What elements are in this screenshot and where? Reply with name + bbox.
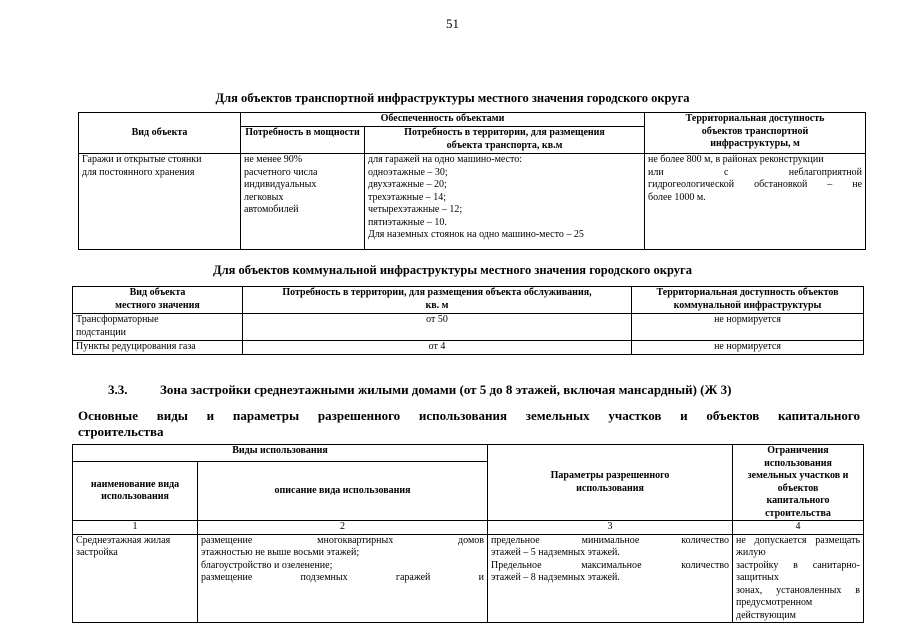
col-number: 2 bbox=[198, 521, 488, 535]
transport-table bbox=[78, 112, 866, 250]
cell-opis: размещение многоквартирных домов этажностью не выше восьми этажей; благоустройство и озеленение; размещение подземных гаражей и bbox=[198, 534, 488, 623]
cell-vid: Трансформаторные подстанции bbox=[73, 314, 243, 341]
cell-naim: Среднеэтажная жилая застройка bbox=[73, 534, 198, 623]
header-dost: Территориальная доступность объектов транспортной инфраструктуры, м bbox=[645, 113, 866, 154]
header-opis: описание вида использования bbox=[198, 462, 488, 521]
header-terr: Потребность в территории, для размещения объекта обслуживания, кв. м bbox=[243, 287, 632, 314]
table-row bbox=[79, 154, 866, 250]
communal-table bbox=[72, 286, 864, 355]
header-vid: Вид объекта местного значения bbox=[73, 287, 243, 314]
cell-ogr: не допускается размещать жилую застройку в санитарно-защитных зонах, установленных в предусмотренном действующим bbox=[733, 534, 864, 623]
header-vidy: Виды использования bbox=[73, 445, 488, 462]
column-numbers-row bbox=[73, 521, 864, 535]
section-title-text: Зона застройки среднеэтажными жилыми домами (от 5 до 8 этажей, включая мансардный) (Ж 3) bbox=[160, 382, 732, 397]
cell-dost: не более 800 м, в районах реконструкции или с неблагоприятной гидрогеологической обстановкой – не более 1000 м. bbox=[645, 154, 866, 250]
cell-dost: не нормируется bbox=[632, 341, 864, 355]
transport-heading: Для объектов транспортной инфраструктуры местного значения городского округа bbox=[215, 91, 690, 105]
section-title bbox=[108, 382, 731, 398]
uses-table bbox=[72, 444, 864, 623]
cell-terr: для гаражей на одно машино-место: одноэтажные – 30; двухэтажные – 20; трехэтажные – 14; четырехэтажные – 12; пятиэтажные – 10. Для наземных стоянок на одно машино-место – 25 bbox=[365, 154, 645, 250]
header-terr: Потребность в территории, для размещения объекта транспорта, кв.м bbox=[365, 127, 645, 154]
header-vid: Вид объекта bbox=[79, 113, 241, 154]
col-number: 3 bbox=[488, 521, 733, 535]
table-row bbox=[73, 314, 864, 341]
header-dost: Территориальная доступность объектов коммунальной инфраструктуры bbox=[632, 287, 864, 314]
col-number: 1 bbox=[73, 521, 198, 535]
cell-terr: от 4 bbox=[243, 341, 632, 355]
header-naim: наименование вида использования bbox=[73, 462, 198, 521]
section-number: 3.3. bbox=[108, 382, 128, 397]
table-row bbox=[73, 341, 864, 355]
header-param: Параметры разрешенного использования bbox=[488, 445, 733, 521]
header-moshch: Потребность в мощности bbox=[241, 127, 365, 154]
cell-terr: от 50 bbox=[243, 314, 632, 341]
header-ogr: Ограничения использования земельных участков и объектов капитального строительства bbox=[733, 445, 864, 521]
osnovnye-heading: Основные виды и параметры разрешенного использования земельных участков и объектов капитального строительства bbox=[78, 408, 860, 439]
cell-dost: не нормируется bbox=[632, 314, 864, 341]
communal-heading: Для объектов коммунальной инфраструктуры местного значения городского округа bbox=[213, 263, 692, 277]
cell-param: предельное минимальное количество этажей – 5 надземных этажей. Предельное максимальное количество этажей – 8 надземных этажей. bbox=[488, 534, 733, 623]
cell-vid: Пункты редуцирования газа bbox=[73, 341, 243, 355]
col-number: 4 bbox=[733, 521, 864, 535]
header-obesp: Обеспеченность объектами bbox=[241, 113, 645, 127]
page-number: 51 bbox=[446, 16, 459, 31]
cell-moshch: не менее 90% расчетного числа индивидуальных легковых автомобилей bbox=[241, 154, 365, 250]
table-row bbox=[73, 534, 864, 623]
cell-vid: Гаражи и открытые стоянки для постоянного хранения bbox=[79, 154, 241, 250]
